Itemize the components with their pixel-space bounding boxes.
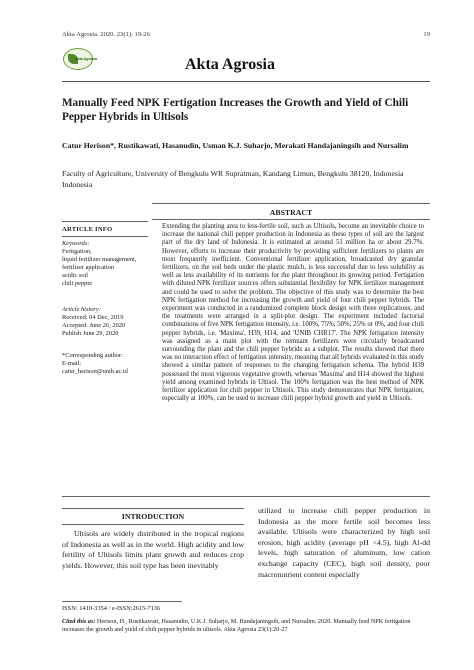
keyword-item: acidic soil [62, 272, 89, 279]
author-list: Catur Herison*, Rustikawati, Hasanudin, Usman K.J. Suharjo, Merakati Handajaningsih and Nursalim [62, 141, 409, 150]
corresponding-block [62, 352, 150, 376]
abstract-heading: ABSTRACT [269, 208, 313, 217]
citation [62, 618, 432, 634]
journal-name: Akta Agrosia [185, 56, 275, 73]
page-number: 19 [423, 31, 430, 38]
abstract-text: Extending the planting area to less-fertile soil, such as Ultisols, become an inevitable choice to increase the national chili pepper production in Indonesia as these types of soil are the largest part of the dry land of Indonesia. It is estimated at around 51 million ha or about 29.7%. However, efforts to increase their productivity by providing sufficient fertilizers to plants are most frequently inefficient. Conventional fertilizer application, broadcasted dry granular fertilizers, on the soil beds under the plastic mulch, is less successful due to less solubility as well as less availability of its nutrients for the plant throughout its growing period. Fertigation with diluted NPK fertilizer sources offers substantial flexibility for NPK fertilizer management and could be used to solve the problem. The objective of this study was to determine the best NPK fertigation method for increasing the growth and yield of four chili pepper hybrids. The experiment was conducted in a randomized complete block design with three replications, and the treatments were arranged in a split-plot design. The experiment included factorial combinations of five NPK fertigation intensity, i.e. 100%, 75%, 50%, 25% or 0%, and four chili pepper hybrids, i.e. 'Maxima', H39, H14, and 'UNIB CHR17'. The NPK fertigation intensity was assigned as a main plot with the remnant fertilizers were circularly broadcasted surrounding the plant and the chili pepper hybrids as a subplot. The results showed that there was no interaction effect of fertigation intensity, meaning that all hybrids evaluated in this study showed a similar pattern of responses to the changing fertigation schema. The hybrid H39 possessed the most vigorous vegetative growth, whereas 'Maxima' and H14 showed the highest yield among examined hybrids in Ultisol. The 100% fertigation was the best method of NPK fertilizer application for chili pepper in Ultisols. This study demonstrates that NPK fertigation, especially at 100%, can be used to increase chili pepper hybrid growth and yield in Ultisols. [162, 223, 424, 403]
keywords-label: Keywords: [62, 240, 90, 247]
issn-line: ISSN: 1410-3354 / e-ISSN:2615-7136 [62, 605, 161, 612]
email-label: E-mail: [62, 360, 82, 367]
keyword-item: chili pepper [62, 280, 93, 287]
keyword-item: liquid fertilizer management, [62, 256, 137, 263]
citation-text: Herison, H., Rustikawati, Hasanudin, U.K.J. Suharjo, M. Handajaningsih, and Nursalim. 2020. Manually feed NPK fertigation increases the growth and yield of chili pepper hybrids in ultisols. Akta Agrosia 23(1):20-27 [62, 618, 411, 633]
citation-label: Cited this as: [62, 618, 96, 625]
article-title: Manually Feed NPK Fertigation Increases the Growth and Yield of Chili Pepper Hybrids in Ultisols [62, 97, 409, 123]
footer-divider [62, 601, 182, 602]
header-divider [62, 81, 430, 82]
history-label: Article history: [62, 306, 101, 313]
article-info-heading: ARTICLE INFO [62, 226, 113, 233]
article-info-divider-top [62, 221, 148, 222]
keyword-item: fertilizer application [62, 264, 114, 271]
history-block [62, 306, 150, 338]
abstract-divider-top [152, 203, 430, 204]
keywords-block [62, 240, 150, 288]
introduction-heading: INTRODUCTION [62, 508, 244, 525]
history-item: Received: 04 Dec, 2019 [62, 314, 124, 321]
abstract-divider [152, 219, 430, 220]
introduction-left-column: Ultisols are widely distributed in the tropical regions of Indonesia as well as in the world. High acidity and low fertility of Ultisols limits plant growth and reduces crop yields. However, this soil type has been inevitably [62, 529, 244, 570]
introduction-right-column: utilized to increase chili pepper production in Indonesia as the more fertile soil becomes less available. Ultisols were characterized by high soil erosion, high acidity (average pH <4.5), high Al-dd levels, high saturation of aluminum, low cation exchange capacity (CEC), high soil density, poor macronutrient content especially [258, 506, 430, 579]
corresponding-label: *Corresponding author: [62, 352, 123, 359]
journal-logo [63, 48, 98, 70]
history-item: Publish June 29, 2020 [62, 330, 119, 337]
abstract-divider-bottom [62, 496, 430, 497]
keyword-item: Fertigation, [62, 248, 92, 255]
article-info-divider [62, 236, 148, 237]
logo-text: Akta Agrosia [75, 57, 98, 61]
running-head-journal: Akta Agrosia. 2020. 23(1): 19-26 [62, 31, 150, 38]
affiliation: Faculty of Agriculture, University of Bengkulu WR Supratman, Kandang Limun, Bengkulu 38120, Indonesia Indonesia [62, 169, 404, 189]
history-item: Accepted: June 26, 2020 [62, 322, 126, 329]
email-link[interactable]: catur_herison@unib.ac.id [62, 368, 128, 375]
running-head [62, 31, 430, 38]
